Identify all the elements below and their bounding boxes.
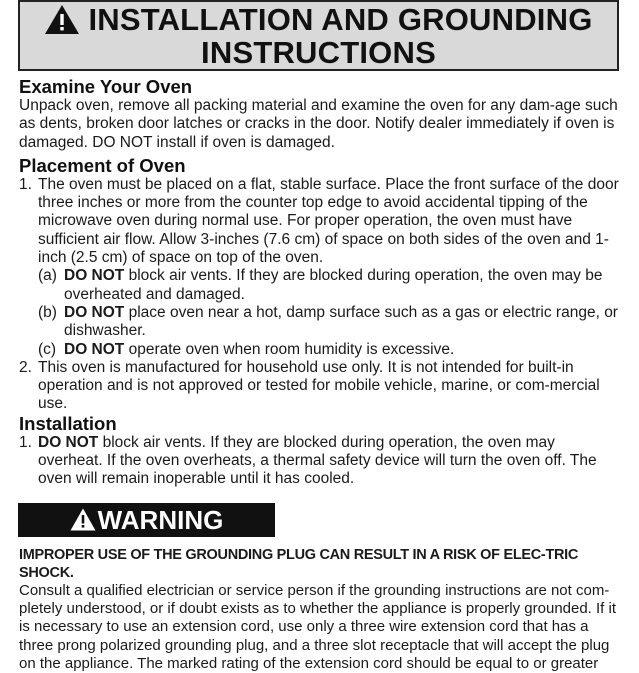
installation-item-1 bbox=[19, 434, 619, 489]
sub-item-text: operate oven when room humidity is excessive. bbox=[124, 340, 455, 358]
warning-heading: IMPROPER USE OF THE GROUNDING PLUG CAN RESULT IN A RISK OF ELEC-TRIC SHOCK. bbox=[19, 547, 579, 581]
warning-label-text: WARNING bbox=[97, 505, 224, 535]
do-not-emphasis: DO NOT bbox=[38, 433, 99, 451]
placement-sub-item-b bbox=[38, 304, 619, 341]
list-item-text: block air vents. If they are blocked during operation, the oven may overheat. If the oven overheats, a thermal safety device will turn the oven off. The oven will remain inoperable until it has cooled. bbox=[38, 433, 597, 488]
do-not-emphasis: DO NOT bbox=[64, 340, 125, 358]
placement-item-2 bbox=[19, 359, 619, 414]
sub-item-letter: (b) bbox=[38, 303, 57, 321]
banner-title-text-1: INSTALLATION AND GROUNDING bbox=[88, 2, 593, 37]
section-heading-installation: Installation bbox=[19, 412, 117, 434]
list-item-text: The oven must be placed on a flat, stable surface. Place the front surface of the door three inches or more from the counter top edge to avoid accidental tipping of the microwave oven during normal use. For proper operation, the oven must have sufficient air flow. Allow 3-inches (7.6 cm) of space on both sides of the oven and 1-inch (2.5 cm) of space on top of the oven. bbox=[38, 175, 619, 267]
sub-item-letter: (c) bbox=[38, 340, 57, 358]
banner-title-line-2: INSTRUCTIONS bbox=[201, 35, 436, 70]
placement-sub-item-c bbox=[38, 341, 619, 359]
sub-item-text: block air vents. If they are blocked during operation, the oven may be overheated and damaged. bbox=[64, 267, 603, 303]
examine-paragraph: Unpack oven, remove all packing material and examine the oven for any dam-age such as dents, broken door latches or cracks in the door. Notify dealer immediately if oven is damaged. DO NOT install if oven is damaged. bbox=[19, 97, 618, 151]
list-number: 2. bbox=[19, 358, 32, 376]
warning-content bbox=[19, 546, 619, 673]
do-not-emphasis: DO NOT bbox=[64, 303, 125, 321]
main-content bbox=[19, 77, 619, 489]
placement-sub-item-a bbox=[38, 267, 619, 304]
warning-label bbox=[18, 503, 275, 537]
list-item-text: This oven is manufactured for household use only. It is not intended for built-in operation and is not approved or tested for mobile vehicle, marine, or com-mercial use. bbox=[38, 358, 600, 413]
warning-body: Consult a qualified electrician or service person if the grounding instructions are not com-pletely understood, or if doubt exists as to whether the appliance is properly grounded. If it is necessary to use an extension cord, use only a three wire extension cord that has a three prong polarized grounding plug, and a three slot receptacle that will accept the plug on the appliance. The marked rating of the extension cord should be equal to or greater bbox=[19, 582, 617, 672]
do-not-emphasis: DO NOT bbox=[64, 267, 125, 285]
list-number: 1. bbox=[19, 433, 32, 451]
section-heading-placement: Placement of Oven bbox=[19, 154, 186, 176]
sub-item-text: place oven near a hot, damp surface such as a gas or electric range, or dishwasher. bbox=[64, 303, 618, 340]
warning-triangle-icon bbox=[44, 4, 80, 35]
placement-subitems bbox=[19, 267, 619, 358]
warning-triangle-icon bbox=[70, 508, 96, 531]
placement-item-1 bbox=[19, 176, 619, 267]
banner-title-line-1 bbox=[20, 3, 617, 36]
sub-item-letter: (a) bbox=[38, 267, 57, 285]
section-heading-examine: Examine Your Oven bbox=[19, 76, 193, 97]
title-banner bbox=[18, 0, 619, 71]
list-number: 1. bbox=[19, 175, 32, 193]
